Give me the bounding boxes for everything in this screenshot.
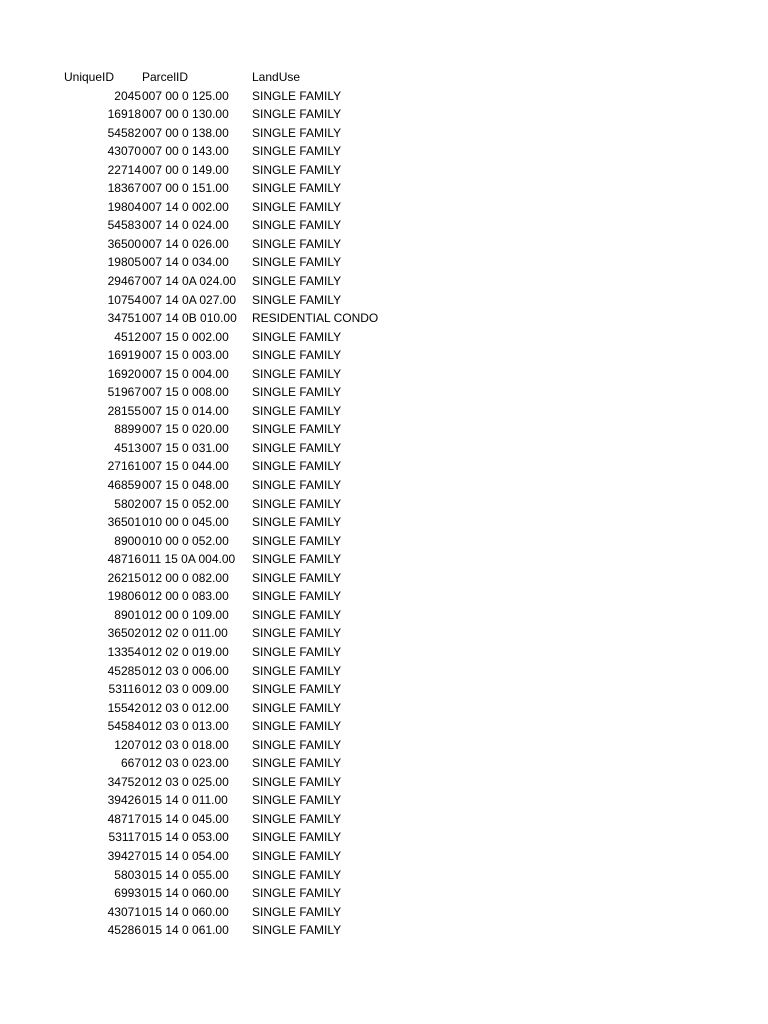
unique-id-cell: 10754 — [107, 292, 141, 307]
table-row — [0, 476, 768, 495]
parcel-id-cell: 012 02 0 019.00 — [142, 644, 229, 659]
land-use-cell: SINGLE FAMILY — [252, 292, 342, 307]
parcel-id-cell: 007 14 0 026.00 — [142, 236, 229, 251]
land-use-cell: SINGLE FAMILY — [252, 719, 342, 734]
parcel-id-cell: 011 15 0A 004.00 — [142, 552, 236, 567]
unique-id-cell: 19805 — [107, 255, 141, 270]
table-row — [0, 105, 768, 124]
parcel-id-cell: 007 15 0 052.00 — [142, 496, 229, 511]
parcel-id-cell: 007 15 0 003.00 — [142, 348, 229, 363]
land-use-cell: SINGLE FAMILY — [252, 88, 342, 103]
table-body — [0, 87, 768, 940]
parcel-id-cell: 007 14 0 024.00 — [142, 218, 229, 233]
unique-id-cell: 43071 — [107, 904, 141, 919]
parcel-id-cell: 007 15 0 031.00 — [142, 440, 229, 455]
table-row — [0, 680, 768, 699]
parcel-id-cell: 012 03 0 009.00 — [142, 682, 229, 697]
land-use-cell: SINGLE FAMILY — [252, 848, 342, 863]
land-use-cell: SINGLE FAMILY — [252, 440, 342, 455]
land-use-cell: SINGLE FAMILY — [252, 199, 342, 214]
land-use-cell: SINGLE FAMILY — [252, 125, 342, 140]
unique-id-cell: 19806 — [107, 589, 141, 604]
land-use-cell: SINGLE FAMILY — [252, 682, 342, 697]
table-row — [0, 773, 768, 792]
table-row — [0, 179, 768, 198]
table-row — [0, 717, 768, 736]
table-row — [0, 866, 768, 885]
land-use-cell: SINGLE FAMILY — [252, 255, 342, 270]
unique-id-cell: 46859 — [107, 478, 141, 493]
unique-id-cell: 48716 — [107, 552, 141, 567]
table-row — [0, 699, 768, 718]
parcel-id-cell: 015 14 0 055.00 — [142, 867, 229, 882]
land-use-cell: SINGLE FAMILY — [252, 886, 342, 901]
table-row — [0, 439, 768, 458]
land-use-cell: SINGLE FAMILY — [252, 589, 342, 604]
table-row — [0, 457, 768, 476]
unique-id-cell: 51967 — [107, 385, 141, 400]
spreadsheet-table — [0, 68, 768, 940]
parcel-id-cell: 007 15 0 014.00 — [142, 403, 229, 418]
unique-id-cell: 34752 — [107, 774, 141, 789]
unique-id-cell: 39426 — [107, 793, 141, 808]
header-land-use: LandUse — [252, 70, 301, 84]
unique-id-cell: 54583 — [107, 218, 141, 233]
parcel-id-cell: 015 14 0 045.00 — [142, 811, 229, 826]
land-use-cell: SINGLE FAMILY — [252, 923, 342, 938]
unique-id-cell: 26215 — [107, 570, 141, 585]
unique-id-cell: 22714 — [107, 162, 141, 177]
table-row — [0, 736, 768, 755]
land-use-cell: SINGLE FAMILY — [252, 515, 342, 530]
land-use-cell: RESIDENTIAL CONDO — [252, 311, 379, 326]
parcel-id-cell: 015 14 0 054.00 — [142, 848, 229, 863]
parcel-id-cell: 015 14 0 053.00 — [142, 830, 229, 845]
table-row — [0, 235, 768, 254]
parcel-id-cell: 007 14 0 002.00 — [142, 199, 229, 214]
land-use-cell: SINGLE FAMILY — [252, 774, 342, 789]
unique-id-cell: 2045 — [114, 88, 141, 103]
parcel-id-cell: 007 14 0B 010.00 — [142, 311, 237, 326]
land-use-cell: SINGLE FAMILY — [252, 144, 342, 159]
unique-id-cell: 45286 — [107, 923, 141, 938]
table-row — [0, 346, 768, 365]
parcel-id-cell: 007 15 0 044.00 — [142, 459, 229, 474]
header-unique-id: UniqueID — [64, 70, 115, 84]
table-row — [0, 643, 768, 662]
unique-id-cell: 54584 — [107, 719, 141, 734]
land-use-cell: SINGLE FAMILY — [252, 663, 342, 678]
land-use-cell: SINGLE FAMILY — [252, 181, 342, 196]
parcel-id-cell: 007 15 0 004.00 — [142, 366, 229, 381]
land-use-cell: SINGLE FAMILY — [252, 904, 342, 919]
parcel-id-cell: 012 03 0 013.00 — [142, 719, 229, 734]
parcel-id-cell: 012 03 0 018.00 — [142, 737, 229, 752]
table-row — [0, 810, 768, 829]
table-row — [0, 513, 768, 532]
parcel-id-cell: 012 02 0 011.00 — [142, 626, 228, 641]
land-use-cell: SINGLE FAMILY — [252, 830, 342, 845]
land-use-cell: SINGLE FAMILY — [252, 385, 342, 400]
land-use-cell: SINGLE FAMILY — [252, 533, 342, 548]
table-row — [0, 402, 768, 421]
unique-id-cell: 28155 — [107, 403, 141, 418]
unique-id-cell: 53116 — [108, 682, 141, 697]
table-row — [0, 142, 768, 161]
unique-id-cell: 19804 — [107, 199, 141, 214]
table-row — [0, 291, 768, 310]
parcel-id-cell: 012 03 0 023.00 — [142, 756, 229, 771]
parcel-id-cell: 012 03 0 012.00 — [142, 700, 229, 715]
land-use-cell: SINGLE FAMILY — [252, 348, 342, 363]
unique-id-cell: 667 — [120, 756, 141, 771]
table-row — [0, 847, 768, 866]
land-use-cell: SINGLE FAMILY — [252, 403, 342, 418]
unique-id-cell: 16918 — [107, 107, 141, 122]
table-row — [0, 198, 768, 217]
parcel-id-cell: 015 14 0 011.00 — [142, 793, 228, 808]
table-row — [0, 550, 768, 569]
table-row — [0, 124, 768, 143]
unique-id-cell: 16920 — [107, 366, 141, 381]
land-use-cell: SINGLE FAMILY — [252, 218, 342, 233]
land-use-cell: SINGLE FAMILY — [252, 626, 342, 641]
unique-id-cell: 16919 — [107, 348, 141, 363]
land-use-cell: SINGLE FAMILY — [252, 366, 342, 381]
unique-id-cell: 1207 — [114, 737, 141, 752]
unique-id-cell: 54582 — [107, 125, 141, 140]
unique-id-cell: 48717 — [107, 811, 141, 826]
unique-id-cell: 36501 — [107, 515, 141, 530]
parcel-id-cell: 010 00 0 052.00 — [142, 533, 229, 548]
unique-id-cell: 8901 — [114, 607, 141, 622]
parcel-id-cell: 007 15 0 048.00 — [142, 478, 229, 493]
table-row — [0, 754, 768, 773]
parcel-id-cell: 007 00 0 143.00 — [142, 144, 229, 159]
table-row — [0, 921, 768, 940]
unique-id-cell: 36502 — [107, 626, 141, 641]
parcel-id-cell: 012 00 0 109.00 — [142, 607, 229, 622]
land-use-cell: SINGLE FAMILY — [252, 570, 342, 585]
table-row — [0, 828, 768, 847]
unique-id-cell: 39427 — [107, 848, 141, 863]
table-row — [0, 903, 768, 922]
land-use-cell: SINGLE FAMILY — [252, 162, 342, 177]
land-use-cell: SINGLE FAMILY — [252, 793, 342, 808]
unique-id-cell: 4513 — [114, 440, 141, 455]
table-row — [0, 87, 768, 106]
table-row — [0, 606, 768, 625]
parcel-id-cell: 007 00 0 138.00 — [142, 125, 229, 140]
parcel-id-cell: 015 14 0 060.00 — [142, 886, 229, 901]
parcel-id-cell: 007 15 0 020.00 — [142, 422, 229, 437]
land-use-cell: SINGLE FAMILY — [252, 459, 342, 474]
land-use-cell: SINGLE FAMILY — [252, 274, 342, 289]
parcel-id-cell: 007 15 0 008.00 — [142, 385, 229, 400]
land-use-cell: SINGLE FAMILY — [252, 422, 342, 437]
unique-id-cell: 5803 — [114, 867, 141, 882]
table-row — [0, 420, 768, 439]
land-use-cell: SINGLE FAMILY — [252, 644, 342, 659]
parcel-id-cell: 007 00 0 125.00 — [142, 88, 229, 103]
table-row — [0, 328, 768, 347]
unique-id-cell: 15542 — [107, 700, 141, 715]
land-use-cell: SINGLE FAMILY — [252, 478, 342, 493]
unique-id-cell: 34751 — [107, 311, 141, 326]
unique-id-cell: 8900 — [114, 533, 141, 548]
parcel-id-cell: 012 03 0 006.00 — [142, 663, 229, 678]
table-row — [0, 884, 768, 903]
table-row — [0, 272, 768, 291]
unique-id-cell: 4512 — [114, 329, 141, 344]
table-row — [0, 532, 768, 551]
land-use-cell: SINGLE FAMILY — [252, 700, 342, 715]
header-parcel-id: ParcelID — [142, 70, 189, 84]
table-row — [0, 383, 768, 402]
land-use-cell: SINGLE FAMILY — [252, 329, 342, 344]
land-use-cell: SINGLE FAMILY — [252, 552, 342, 567]
table-row — [0, 161, 768, 180]
unique-id-cell: 27161 — [107, 459, 141, 474]
table-row — [0, 662, 768, 681]
parcel-id-cell: 012 00 0 083.00 — [142, 589, 229, 604]
unique-id-cell: 43070 — [107, 144, 141, 159]
table-row — [0, 495, 768, 514]
land-use-cell: SINGLE FAMILY — [252, 236, 342, 251]
table-row — [0, 216, 768, 235]
land-use-cell: SINGLE FAMILY — [252, 107, 342, 122]
parcel-id-cell: 007 00 0 130.00 — [142, 107, 229, 122]
table-row — [0, 791, 768, 810]
land-use-cell: SINGLE FAMILY — [252, 496, 342, 511]
land-use-cell: SINGLE FAMILY — [252, 867, 342, 882]
parcel-id-cell: 015 14 0 060.00 — [142, 904, 229, 919]
parcel-id-cell: 007 15 0 002.00 — [142, 329, 229, 344]
parcel-id-cell: 007 00 0 151.00 — [142, 181, 229, 196]
header-row — [0, 68, 768, 87]
unique-id-cell: 53117 — [108, 830, 141, 845]
land-use-cell: SINGLE FAMILY — [252, 607, 342, 622]
unique-id-cell: 13354 — [107, 644, 141, 659]
parcel-id-cell: 015 14 0 061.00 — [142, 923, 229, 938]
unique-id-cell: 36500 — [107, 236, 141, 251]
parcel-id-cell: 012 00 0 082.00 — [142, 570, 229, 585]
table-row — [0, 569, 768, 588]
unique-id-cell: 18367 — [107, 181, 141, 196]
table-row — [0, 365, 768, 384]
table-row — [0, 309, 768, 328]
parcel-id-cell: 010 00 0 045.00 — [142, 515, 229, 530]
parcel-id-cell: 007 14 0A 027.00 — [142, 292, 237, 307]
unique-id-cell: 45285 — [107, 663, 141, 678]
table-row — [0, 253, 768, 272]
parcel-id-cell: 007 14 0 034.00 — [142, 255, 229, 270]
unique-id-cell: 6993 — [114, 886, 141, 901]
table-row — [0, 587, 768, 606]
unique-id-cell: 5802 — [114, 496, 141, 511]
unique-id-cell: 29467 — [107, 274, 141, 289]
unique-id-cell: 8899 — [114, 422, 141, 437]
table-row — [0, 624, 768, 643]
land-use-cell: SINGLE FAMILY — [252, 811, 342, 826]
parcel-id-cell: 012 03 0 025.00 — [142, 774, 229, 789]
land-use-cell: SINGLE FAMILY — [252, 756, 342, 771]
parcel-id-cell: 007 00 0 149.00 — [142, 162, 229, 177]
land-use-cell: SINGLE FAMILY — [252, 737, 342, 752]
parcel-id-cell: 007 14 0A 024.00 — [142, 274, 237, 289]
